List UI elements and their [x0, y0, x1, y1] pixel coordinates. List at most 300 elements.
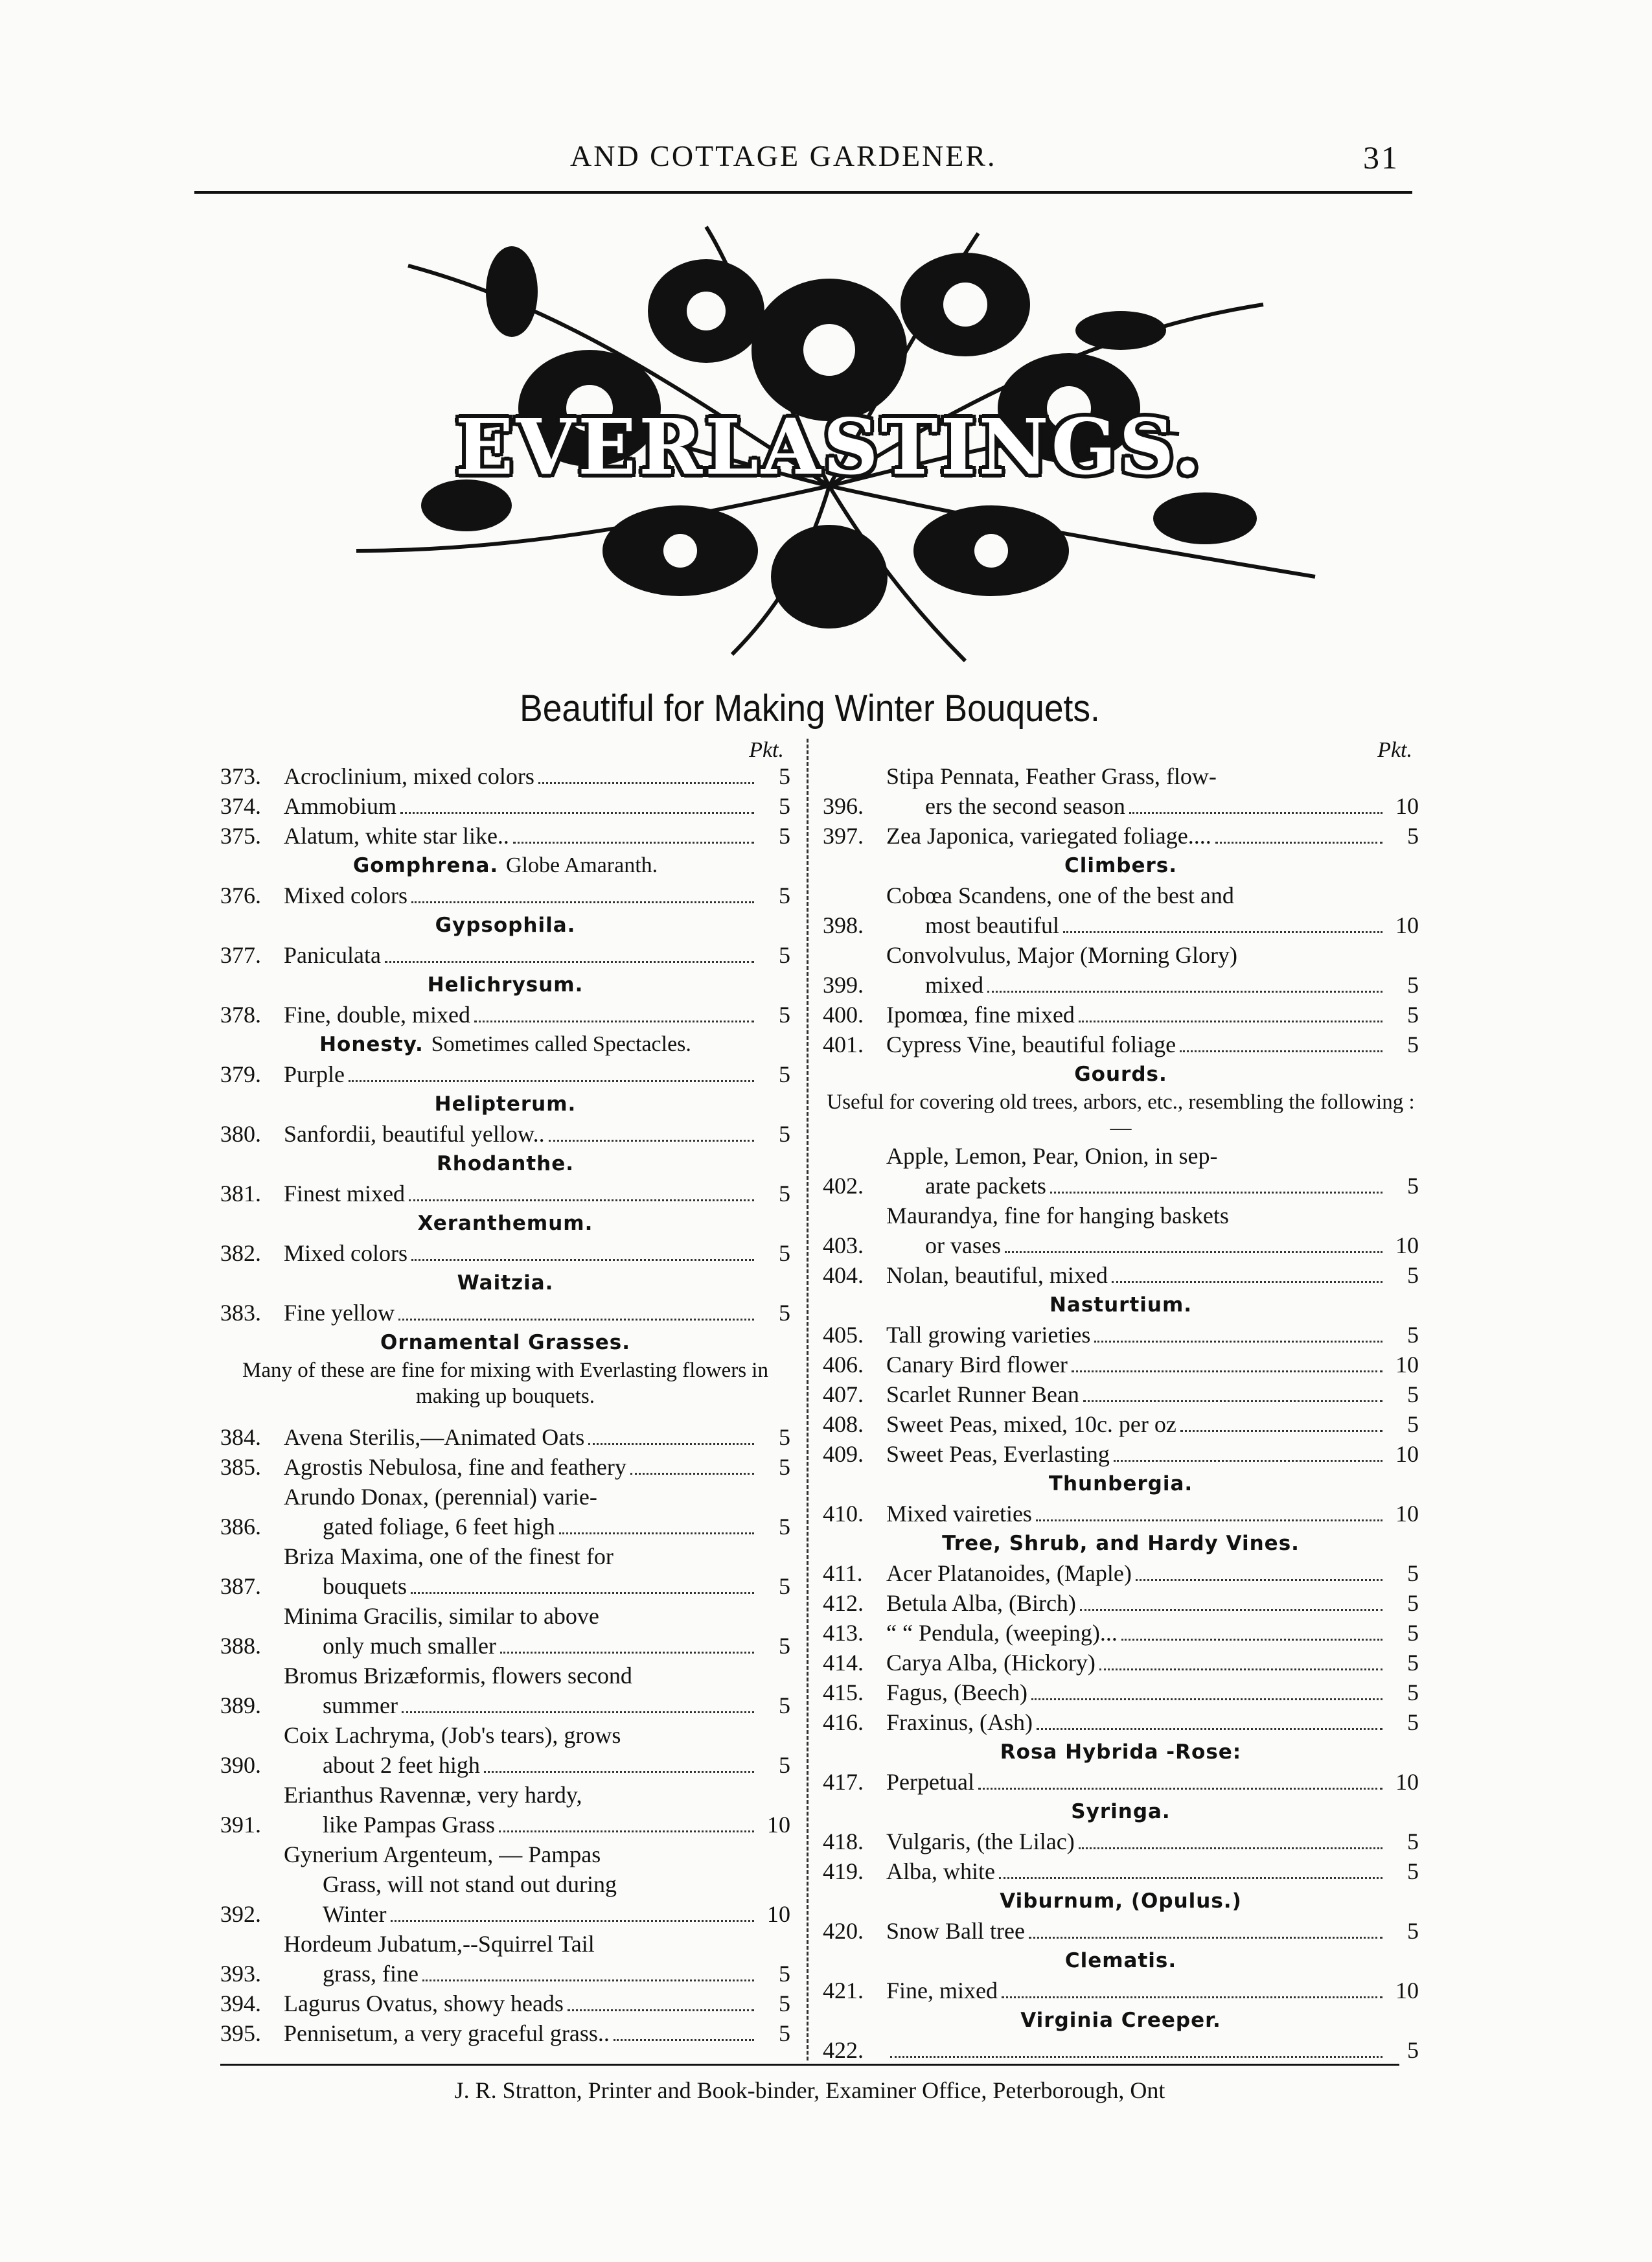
description-line: [886, 1260, 1419, 1290]
section-title: Helipterum.: [434, 1092, 577, 1116]
dot-leader: [1099, 1668, 1382, 1670]
description-text: Fagus, (Beech): [886, 1679, 1027, 1705]
dot-leader: [1072, 1370, 1382, 1372]
catalogue-item: [220, 1059, 790, 1089]
description-line: [284, 1869, 790, 1899]
dot-leader: [1215, 842, 1382, 844]
item-price: 5: [1407, 823, 1419, 849]
item-number: 402.: [823, 1173, 864, 1199]
description-text: Convolvulus, Major (Morning Glory): [886, 942, 1237, 968]
catalogue-item: [823, 1409, 1419, 1439]
item-description: [886, 1000, 1419, 1030]
description-text: summer: [323, 1692, 398, 1718]
section-heading: [220, 1089, 790, 1119]
description-text: Scarlet Runner Bean: [886, 1381, 1079, 1407]
item-description: [284, 1059, 790, 1089]
catalogue-item: [220, 1482, 790, 1541]
catalogue-item: [220, 1601, 790, 1661]
description-text: “ “ Pendula, (weeping)...: [886, 1620, 1118, 1646]
item-description: [886, 1856, 1419, 1886]
description-line: [284, 1512, 790, 1541]
item-description: [284, 940, 790, 970]
section-heading: [220, 1268, 790, 1298]
description-line: [886, 1648, 1419, 1678]
section-heading: [220, 1328, 790, 1357]
description-line: [886, 970, 1419, 1000]
item-price: 5: [779, 2020, 790, 2046]
description-line: [284, 1899, 790, 1929]
dot-leader: [1083, 1400, 1382, 1402]
catalogue-item: [220, 1000, 790, 1030]
section-description: Many of these are fine for mixing with Everlasting flowers in making up bouquets.: [242, 1359, 768, 1408]
description-text: Cobœa Scandens, one of the best and: [886, 883, 1234, 908]
item-description: [886, 821, 1419, 851]
item-price: 5: [1407, 1411, 1419, 1437]
section-heading: [220, 1208, 790, 1238]
description-line: [886, 1707, 1419, 1737]
item-number: 374.: [220, 793, 261, 819]
catalogue-item: [823, 1320, 1419, 1350]
description-text: Fine, double, mixed: [284, 1002, 470, 1028]
item-number: 421.: [823, 1978, 864, 2003]
description-text: gated foliage, 6 feet high: [323, 1514, 555, 1540]
description-text: Sanfordii, beautiful yellow..: [284, 1121, 545, 1147]
dot-leader: [411, 1592, 754, 1594]
section-heading: [220, 851, 790, 881]
item-price: 5: [779, 1121, 790, 1147]
catalogue-item: [220, 791, 790, 821]
description-line: [284, 1929, 790, 1959]
item-number: 378.: [220, 1002, 261, 1028]
item-price: 5: [779, 1240, 790, 1266]
catalogue-item: [823, 1827, 1419, 1856]
dot-leader: [398, 1319, 754, 1321]
catalogue-item: [823, 1439, 1419, 1469]
item-number: 397.: [823, 823, 864, 849]
description-text: Finest mixed: [284, 1181, 405, 1206]
catalogue-item: [823, 1856, 1419, 1886]
description-line: [284, 1452, 790, 1482]
item-number: 395.: [220, 2020, 261, 2046]
description-text: Acroclinium, mixed colors: [284, 763, 534, 789]
item-description: [284, 1840, 790, 1929]
description-text: Tall growing varieties: [886, 1322, 1091, 1348]
catalogue-item: [220, 1422, 790, 1452]
dot-leader: [385, 961, 754, 963]
section-title: Thunbergia.: [1048, 1472, 1193, 1495]
catalogue-item: [220, 1840, 790, 1929]
description-line: [284, 1059, 790, 1089]
description-text: Acer Platanoides, (Maple): [886, 1560, 1132, 1586]
description-line: [886, 910, 1419, 940]
description-text: Snow Ball tree: [886, 1918, 1025, 1944]
dot-leader: [1063, 931, 1382, 933]
dot-leader: [538, 782, 754, 784]
item-description: [886, 1409, 1419, 1439]
item-description: [886, 1499, 1419, 1529]
catalogue-item: [220, 881, 790, 910]
item-price: 10: [1395, 1232, 1419, 1258]
dot-leader: [349, 1080, 754, 1082]
section-heading: [823, 1946, 1419, 1976]
section-note: Globe Amaranth.: [506, 853, 658, 877]
item-number: 396.: [823, 793, 864, 819]
description-text: arate packets: [925, 1173, 1046, 1199]
section-heading: [220, 910, 790, 940]
item-number: 382.: [220, 1240, 261, 1266]
item-price: 5: [1407, 2037, 1419, 2063]
catalogue-item: [823, 2035, 1419, 2065]
section-title: Honesty.: [319, 1033, 424, 1056]
item-price: 10: [767, 1812, 790, 1838]
dot-leader: [500, 1652, 754, 1654]
dot-leader: [890, 2056, 1382, 2058]
description-text: Ipomœa, fine mixed: [886, 1002, 1075, 1028]
description-line: [886, 1030, 1419, 1059]
catalogue-item: [220, 1720, 790, 1780]
description-text: Mixed colors: [284, 883, 407, 908]
dot-leader: [474, 1021, 754, 1022]
section-description: Useful for covering old trees, arbors, etc., resembling the following :—: [827, 1091, 1415, 1140]
item-number: 380.: [220, 1121, 261, 1147]
item-price: 10: [1395, 1769, 1419, 1795]
page-header: [194, 130, 1412, 188]
description-line: [284, 1959, 790, 1989]
description-text: Minima Gracilis, similar to above: [284, 1603, 599, 1629]
dot-leader: [402, 1711, 754, 1713]
catalogue-item: [823, 1141, 1419, 1201]
dot-leader: [1121, 1639, 1382, 1641]
description-line: [886, 1201, 1419, 1230]
item-price: 5: [1407, 1590, 1419, 1616]
description-line: [886, 1000, 1419, 1030]
item-number: 400.: [823, 1002, 864, 1028]
dot-leader: [1029, 1937, 1382, 1939]
description-line: [284, 1810, 790, 1840]
item-price: 5: [1407, 1560, 1419, 1586]
dot-leader: [1180, 1050, 1382, 1052]
dot-leader: [614, 2039, 754, 2041]
item-number: 408.: [823, 1411, 864, 1437]
left-column: [220, 735, 790, 2048]
pkt-label: Pkt.: [1377, 738, 1412, 762]
catalogue-item: [823, 1000, 1419, 1030]
item-number: 386.: [220, 1514, 261, 1540]
description-line: [284, 1000, 790, 1030]
description-text: Briza Maxima, one of the finest for: [284, 1543, 614, 1569]
description-text: ers the second season: [925, 793, 1125, 819]
description-text: Fine, mixed: [886, 1978, 998, 2003]
item-number: 377.: [220, 942, 261, 968]
description-line: [886, 940, 1419, 970]
item-number: 388.: [220, 1633, 261, 1659]
item-description: [284, 1929, 790, 1989]
item-description: [284, 1601, 790, 1661]
item-price: 5: [1407, 1620, 1419, 1646]
item-price: 5: [779, 793, 790, 819]
catalogue-item: [823, 1618, 1419, 1648]
item-description: [886, 1976, 1419, 2005]
description-line: [886, 1916, 1419, 1946]
item-price: 5: [1407, 1709, 1419, 1735]
description-line: [886, 1976, 1419, 2005]
item-description: [284, 1541, 790, 1601]
description-text: Canary Bird flower: [886, 1352, 1068, 1378]
item-price: 5: [779, 1424, 790, 1450]
description-text: Fraxinus, (Ash): [886, 1709, 1033, 1735]
dot-leader: [1036, 1519, 1382, 1521]
description-line: [284, 761, 790, 791]
item-number: 414.: [823, 1650, 864, 1676]
item-description: [886, 1439, 1419, 1469]
description-line: [886, 1767, 1419, 1797]
dot-leader: [987, 991, 1382, 993]
description-line: [284, 940, 790, 970]
description-text: bouquets: [323, 1573, 407, 1599]
item-number: 376.: [220, 883, 261, 908]
description-text: Bromus Brizæformis, flowers second: [284, 1663, 632, 1689]
page-number: 31: [1363, 139, 1399, 176]
dot-leader: [513, 842, 754, 844]
description-text: Zea Japonica, variegated foliage....: [886, 823, 1211, 849]
item-price: 5: [779, 1300, 790, 1326]
section-heading: [823, 1529, 1419, 1558]
dot-leader: [568, 2009, 754, 2011]
item-number: 404.: [823, 1262, 864, 1288]
catalogue-item: [220, 1929, 790, 1989]
item-description: [886, 940, 1419, 1000]
description-text: Alba, white: [886, 1858, 995, 1884]
description-line: [886, 1320, 1419, 1350]
description-line: [284, 821, 790, 851]
catalogue-item: [823, 761, 1419, 821]
catalogue-item: [220, 1661, 790, 1720]
item-number: 385.: [220, 1454, 261, 1480]
item-number: 409.: [823, 1441, 864, 1467]
description-line: [886, 821, 1419, 851]
item-price: 5: [1407, 1650, 1419, 1676]
dot-leader: [1079, 1847, 1382, 1849]
section-title: Helichrysum.: [427, 973, 584, 997]
item-price: 10: [1395, 793, 1419, 819]
item-number: 399.: [823, 972, 864, 998]
description-line: [886, 1827, 1419, 1856]
item-price: 5: [1407, 1381, 1419, 1407]
description-text: most beautiful: [925, 912, 1059, 938]
section-heading: [220, 1030, 790, 1059]
item-number: 375.: [220, 823, 261, 849]
section-title: Tree, Shrub, and Hardy Vines.: [942, 1532, 1300, 1555]
item-number: 410.: [823, 1501, 864, 1527]
dot-leader: [422, 1979, 754, 1981]
description-line: [284, 1238, 790, 1268]
description-line: [886, 1618, 1419, 1648]
dot-leader: [1114, 1460, 1382, 1462]
dot-leader: [549, 1140, 754, 1142]
item-price: 5: [779, 1752, 790, 1778]
item-description: [284, 1179, 790, 1208]
section-note: Sometimes called Spectacles.: [431, 1032, 691, 1056]
item-number: 412.: [823, 1590, 864, 1616]
item-number: 419.: [823, 1858, 864, 1884]
catalogue-item: [220, 2018, 790, 2048]
item-price: 5: [1407, 1032, 1419, 1057]
section-heading: [823, 1469, 1419, 1499]
dot-leader: [559, 1532, 754, 1534]
description-text: Arundo Donax, (perennial) varie-: [284, 1484, 597, 1510]
item-number: 387.: [220, 1573, 261, 1599]
description-line: [886, 1678, 1419, 1707]
section-title: Ornamental Grasses.: [380, 1331, 630, 1354]
item-price: 5: [1407, 972, 1419, 998]
description-text: or vases: [925, 1232, 1001, 1258]
item-number: 401.: [823, 1032, 864, 1057]
spacer: [220, 1409, 790, 1422]
item-description: [284, 1119, 790, 1149]
item-description: [886, 1588, 1419, 1618]
item-number: 373.: [220, 763, 261, 789]
item-description: [284, 761, 790, 791]
item-price: 5: [779, 1991, 790, 2016]
item-number: 417.: [823, 1769, 864, 1795]
item-number: 381.: [220, 1181, 261, 1206]
item-description: [284, 1000, 790, 1030]
description-text: only much smaller: [323, 1633, 496, 1659]
item-price: 5: [779, 1514, 790, 1540]
dot-leader: [1180, 1430, 1382, 1432]
description-line: [284, 791, 790, 821]
item-description: [886, 1260, 1419, 1290]
item-number: 420.: [823, 1918, 864, 1944]
item-description: [284, 1298, 790, 1328]
catalogue-item: [823, 1916, 1419, 1946]
description-line: [284, 1482, 790, 1512]
description-text: Perpetual: [886, 1769, 974, 1795]
description-text: Carya Alba, (Hickory): [886, 1650, 1096, 1676]
section-title: Syringa.: [1071, 1800, 1171, 1823]
running-title: AND COTTAGE GARDENER.: [570, 139, 997, 172]
description-text: Vulgaris, (the Lilac): [886, 1829, 1075, 1854]
item-price: 5: [779, 1573, 790, 1599]
everlastings-illustration: [317, 214, 1341, 667]
description-text: grass, fine: [323, 1961, 419, 1987]
dot-leader: [630, 1473, 754, 1475]
item-description: [284, 881, 790, 910]
item-description: [886, 1201, 1419, 1260]
description-text: Sweet Peas, Everlasting: [886, 1441, 1110, 1467]
item-number: 398.: [823, 912, 864, 938]
item-price: 5: [1407, 1679, 1419, 1705]
description-line: [284, 1720, 790, 1750]
item-description: [886, 881, 1419, 940]
column-divider: [807, 739, 809, 2060]
section-title: Rhodanthe.: [436, 1152, 575, 1175]
description-text: Avena Sterilis,—Animated Oats: [284, 1424, 585, 1450]
description-text: Coix Lachryma, (Job's tears), grows: [284, 1722, 621, 1748]
section-heading: [823, 1886, 1419, 1916]
item-price: 5: [1407, 1173, 1419, 1199]
description-line: [886, 1439, 1419, 1469]
catalogue-item: [220, 1989, 790, 2018]
catalogue-item: [220, 1119, 790, 1149]
item-description: [886, 1827, 1419, 1856]
item-price: 10: [1395, 1352, 1419, 1378]
item-number: 392.: [220, 1901, 261, 1927]
catalogue-item: [823, 1201, 1419, 1260]
description-line: [284, 1780, 790, 1810]
dot-leader: [1080, 1609, 1382, 1611]
everlastings-wordmark: EVERLASTINGS.: [455, 402, 1204, 492]
item-description: [886, 1916, 1419, 1946]
dot-leader: [400, 812, 754, 814]
item-number: 415.: [823, 1679, 864, 1705]
item-description: [284, 1238, 790, 1268]
description-line: [886, 1141, 1419, 1171]
description-line: [886, 881, 1419, 910]
item-number: 416.: [823, 1709, 864, 1735]
section-heading: [823, 2005, 1419, 2035]
item-number: 406.: [823, 1352, 864, 1378]
item-price: 5: [779, 883, 790, 908]
dot-leader: [1079, 1021, 1382, 1022]
description-text: Grass, will not stand out during: [323, 1871, 617, 1897]
description-text: Agrostis Nebulosa, fine and feathery: [284, 1454, 626, 1480]
catalogue-item: [823, 1558, 1419, 1588]
description-text: Maurandya, fine for hanging baskets: [886, 1203, 1229, 1229]
description-text: Mixed colors: [284, 1240, 407, 1266]
item-number: 391.: [220, 1812, 261, 1838]
description-line: [886, 1499, 1419, 1529]
item-number: 405.: [823, 1322, 864, 1348]
catalogue-item: [823, 881, 1419, 940]
item-description: [886, 1618, 1419, 1648]
item-description: [886, 1320, 1419, 1350]
item-number: 389.: [220, 1692, 261, 1718]
description-line: [886, 1588, 1419, 1618]
catalogue-item: [220, 1452, 790, 1482]
dot-leader: [1050, 1192, 1382, 1194]
section-heading: [823, 1290, 1419, 1320]
dot-leader: [1129, 812, 1382, 814]
item-price: 5: [1407, 1858, 1419, 1884]
item-price: 10: [1395, 912, 1419, 938]
item-description: [284, 2018, 790, 2048]
catalogue-item: [823, 1379, 1419, 1409]
item-number: 403.: [823, 1232, 864, 1258]
description-line: [284, 1119, 790, 1149]
section-heading: [823, 1059, 1419, 1089]
description-text: Winter: [323, 1901, 387, 1927]
section-title: Nasturtium.: [1049, 1293, 1193, 1317]
description-text: Pennisetum, a very graceful grass..: [284, 2020, 610, 2046]
footer-rule: [220, 2064, 1399, 2066]
item-number: 390.: [220, 1752, 261, 1778]
catalogue-item: [823, 940, 1419, 1000]
item-description: [284, 1422, 790, 1452]
description-line: [886, 1409, 1419, 1439]
item-description: [886, 1767, 1419, 1797]
item-price: 5: [1407, 1002, 1419, 1028]
description-text: Mixed vaireties: [886, 1501, 1032, 1527]
description-line: [886, 1350, 1419, 1379]
item-price: 10: [1395, 1978, 1419, 2003]
section-title: Xeranthemum.: [417, 1212, 593, 1235]
item-number: 383.: [220, 1300, 261, 1326]
item-description: [886, 1707, 1419, 1737]
description-line: [284, 1750, 790, 1780]
description-text: Hordeum Jubatum,--Squirrel Tail: [284, 1931, 595, 1957]
dot-leader: [484, 1771, 754, 1773]
